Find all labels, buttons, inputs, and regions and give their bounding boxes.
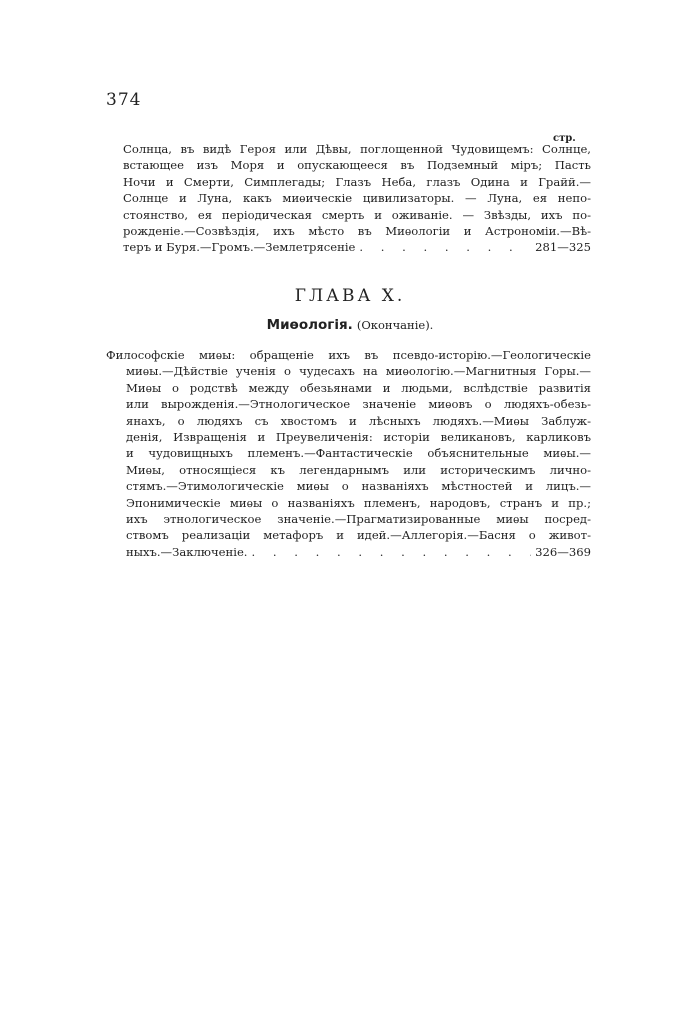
chapter-subtitle: (Окончаніе).	[356, 318, 434, 332]
toc-line: и чудовищныхъ племенъ.—Фантастическіе объяснительные миѳы.—	[126, 446, 591, 461]
toc-entry-2	[106, 347, 591, 560]
toc-line: ихъ этнологическое значеніе.—Прагматизированные миѳы посред-	[126, 511, 591, 526]
dot-leader	[252, 544, 532, 560]
chapter-heading: ГЛАВА X.	[294, 286, 406, 306]
toc-line: миѳы.—Дѣйствіе ученія о чудесахъ на миѳологію.—Магнитныя Горы.—	[126, 364, 591, 379]
toc-line: рожденіе.—Созвѣздія, ихъ мѣсто въ Миѳологіи и Астрономіи.—Вѣ-	[123, 223, 591, 238]
toc-line: стоянство, ея періодическая смерть и оживаніе. — Звѣзды, ихъ по-	[123, 207, 591, 222]
toc-line: ствомъ реализаціи метафоръ и идей.—Аллегорія.—Басня о живот-	[126, 528, 591, 543]
toc-last-line	[126, 544, 591, 560]
toc-line: стямъ.—Этимологическіе миѳы о названіяхъ мѣстностей и лицъ.—	[126, 479, 591, 494]
chapter-title	[0, 317, 700, 333]
toc-line: янахъ, о людяхъ съ хвостомъ и лѣсныхъ людяхъ.—Миѳы Заблуж-	[126, 413, 591, 428]
page-range: 326—369	[535, 544, 591, 559]
toc-last-line	[123, 239, 591, 255]
toc-line: встающее изъ Моря и опускающееся въ Подземный міръ; Пасть	[123, 158, 591, 173]
page-number: 374	[106, 90, 142, 110]
toc-line: Философскіе миѳы: обращеніе ихъ въ псевдо-исторію.—Геологическіе	[106, 348, 591, 362]
toc-entry-1	[123, 141, 591, 256]
page-range: 281—325	[535, 240, 591, 255]
toc-line: Солнце и Луна, какъ миѳическіе цивилизаторы. — Луна, ея непо-	[123, 191, 591, 206]
toc-line-text: теръ и Буря.—Громъ.—Землетрясеніе	[123, 240, 356, 255]
chapter-title-text: Миѳологія.	[266, 317, 353, 333]
toc-line: или вырожденія.—Этнологическое значеніе миѳовъ о людяхъ-обезь-	[126, 397, 591, 412]
page-column-header: стр.	[553, 133, 576, 144]
toc-line-text: ныхъ.—Заключеніе.	[126, 544, 248, 559]
toc-line: денія, Извращенія и Преувеличенія: исторіи великановъ, карликовъ	[126, 429, 591, 444]
toc-line: Солнца, въ видѣ Героя или Дѣвы, поглощенной Чудовищемъ: Солнце,	[123, 142, 591, 156]
dot-leader	[359, 239, 531, 255]
toc-line: Миѳы о родствѣ между обезьянами и людьми, вслѣдствіе развитія	[126, 380, 591, 395]
toc-line: Миѳы, относящіеся къ легендарнымъ или историческимъ лично-	[126, 462, 591, 477]
toc-line: Эпонимическіе миѳы о названіяхъ племенъ, народовъ, странъ и пр.;	[126, 495, 591, 510]
toc-line: Ночи и Смерти, Симплегады; Глазъ Неба, глазъ Одина и Грайй.—	[123, 174, 591, 189]
